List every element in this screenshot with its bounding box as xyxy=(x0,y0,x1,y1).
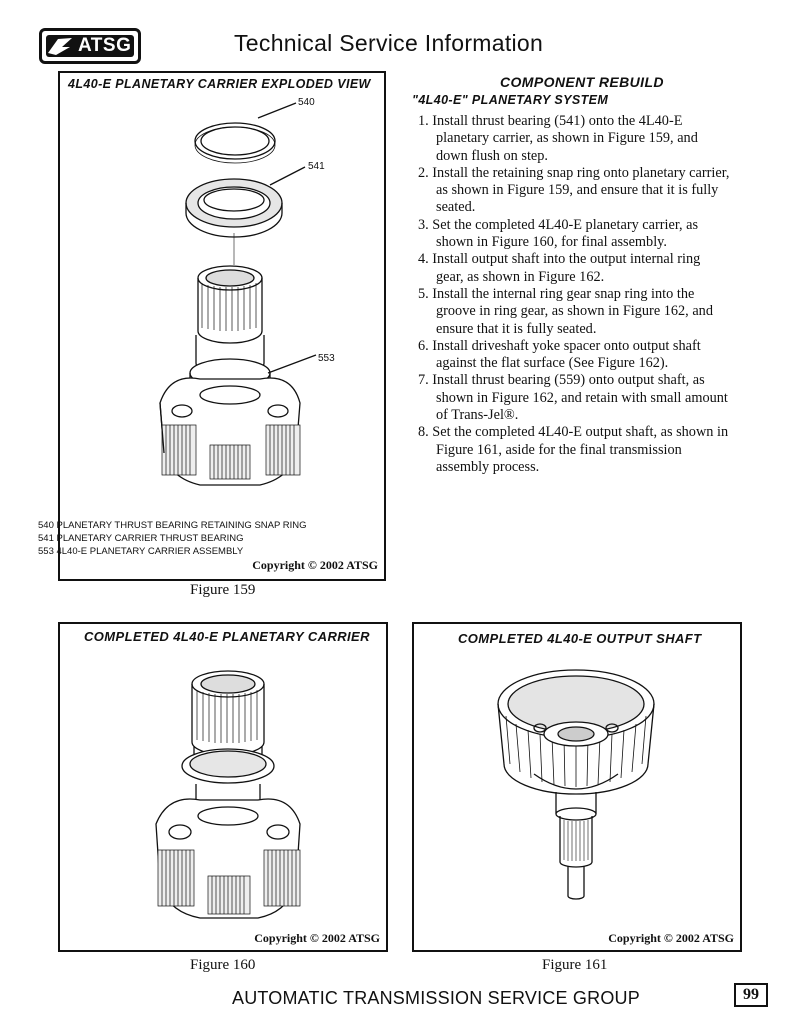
logo-text: ATSG xyxy=(78,35,132,56)
snap-ring-540 xyxy=(195,123,275,163)
figure-161-caption: Figure 161 xyxy=(542,957,608,973)
callout-541: 541 xyxy=(308,161,325,172)
output-shaft-illustration xyxy=(414,624,740,950)
rebuild-step: 2. Install the retaining snap ring onto planetary carrier, as shown in Figure 159, and ensure that it is fully seated. xyxy=(418,164,730,216)
rebuild-step: 7. Install thrust bearing (559) onto output shaft, as shown in Figure 162, and retain with small amount of Trans-Jel®. xyxy=(418,372,728,424)
figure-160-heading: COMPLETED 4L40-E PLANETARY CARRIER xyxy=(84,629,370,644)
callout-553: 553 xyxy=(318,353,335,364)
figure-159-caption: Figure 159 xyxy=(190,582,256,598)
rebuild-step: 8. Set the completed 4L40-E output shaft, as shown in Figure 161, aside for the final transmission assembly process. xyxy=(418,424,729,475)
figure-161-copyright: Copyright © 2002 ATSG xyxy=(608,931,734,945)
rebuild-subtitle: "4L40-E" PLANETARY SYSTEM xyxy=(412,93,609,107)
planetary-carrier-553 xyxy=(160,266,300,485)
legend-item-541: 541 PLANETARY CARRIER THRUST BEARING xyxy=(38,533,244,544)
page-title: Technical Service Information xyxy=(234,30,544,56)
legend-item-540: 540 PLANETARY THRUST BEARING RETAINING SNAP RING xyxy=(38,520,307,531)
figure-159-panel xyxy=(38,71,386,581)
rebuild-step: 5. Install the internal ring gear snap ring into the groove in ring gear, as shown in Figure 162, and ensure that it is fully seated. xyxy=(418,285,713,337)
completed-carrier-illustration xyxy=(60,624,386,950)
thrust-bearing-541 xyxy=(186,179,282,237)
rebuild-steps-list xyxy=(418,113,730,476)
figure-160-copyright: Copyright © 2002 ATSG xyxy=(254,931,380,945)
rebuild-step: 4. Install output shaft into the output internal ring gear, as shown in Figure 162. xyxy=(418,251,701,285)
legend-item-553: 553 4L40-E PLANETARY CARRIER ASSEMBLY xyxy=(38,546,244,557)
exploded-view-illustration xyxy=(60,73,384,579)
atsg-logo xyxy=(39,28,141,64)
figure-159-copyright: Copyright © 2002 ATSG xyxy=(252,558,378,572)
figure-160-panel xyxy=(58,622,388,952)
rebuild-title: COMPONENT REBUILD xyxy=(500,74,664,90)
flag-icon xyxy=(46,35,74,57)
rebuild-step: 6. Install driveshaft yoke spacer onto output shaft against the flat surface (See Figure 162). xyxy=(418,337,701,372)
rebuild-step: 1. Install thrust bearing (541) onto the 4L40-E planetary carrier, as shown in Figure 159, and down flush on step. xyxy=(418,113,698,164)
figure-160-caption: Figure 160 xyxy=(190,957,256,973)
page-number: 99 xyxy=(734,983,768,1007)
footer-text: AUTOMATIC TRANSMISSION SERVICE GROUP xyxy=(232,988,640,1008)
callout-540: 540 xyxy=(298,97,315,108)
figure-159-heading: 4L40-E PLANETARY CARRIER EXPLODED VIEW xyxy=(68,77,371,91)
figure-161-heading: COMPLETED 4L40-E OUTPUT SHAFT xyxy=(458,631,702,646)
parts-legend xyxy=(38,519,378,558)
figure-161-panel xyxy=(412,622,742,952)
rebuild-step: 3. Set the completed 4L40-E planetary carrier, as shown in Figure 160, for final assembly. xyxy=(418,216,699,251)
